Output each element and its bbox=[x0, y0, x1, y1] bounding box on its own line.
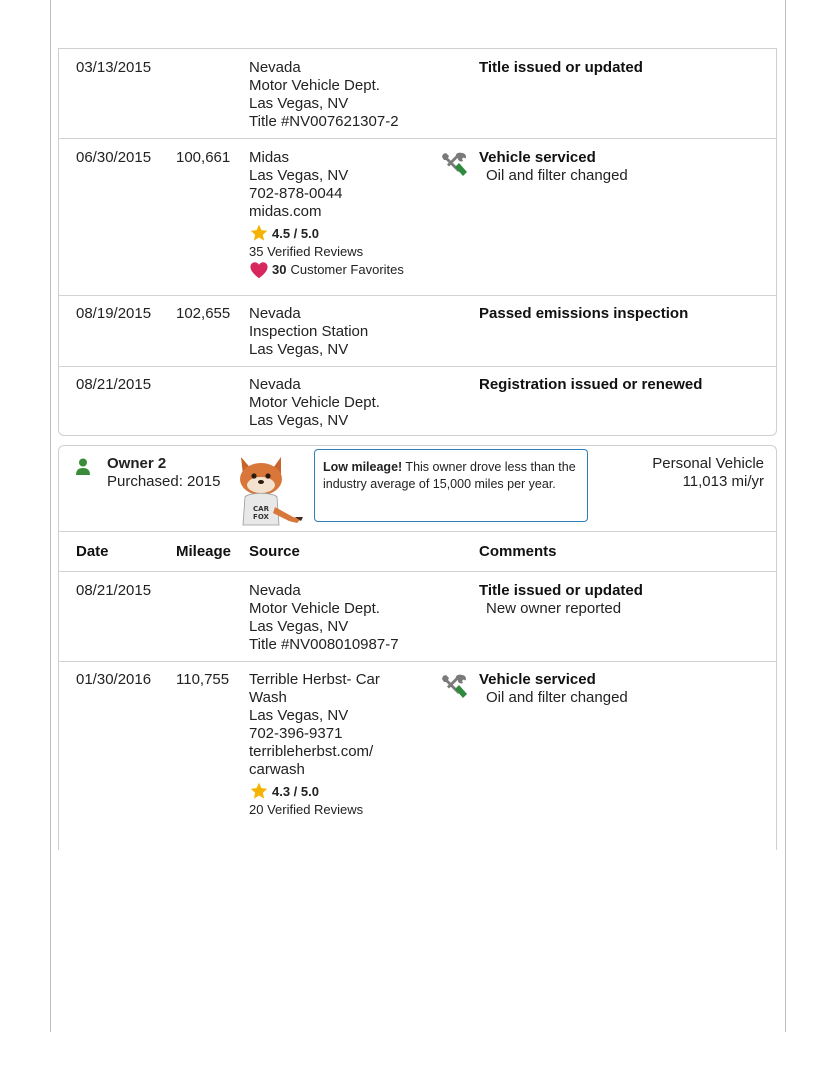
callout-text: This owner drove less than the industry average of 15,000 miles per year. bbox=[323, 460, 576, 491]
heart-icon bbox=[249, 261, 269, 279]
rating-value: 4.3 / 5.0 bbox=[272, 783, 319, 799]
svg-text:FOX: FOX bbox=[253, 513, 269, 521]
record-mileage: 102,655 bbox=[176, 305, 231, 322]
page-right-rule bbox=[785, 0, 786, 1032]
low-mileage-callout bbox=[314, 449, 588, 522]
mileage-per-year: 11,013 mi/yr bbox=[682, 473, 764, 490]
source-website-link[interactable]: terribleherbst.com/ bbox=[249, 743, 374, 760]
record-mileage: 110,755 bbox=[176, 671, 230, 688]
record-source: Nevada Motor Vehicle Dept. Las Vegas, NV Title #NV008010987-7 bbox=[249, 582, 399, 653]
verified-reviews-link[interactable]: 35 Verified Reviews bbox=[249, 244, 364, 259]
table-row bbox=[59, 573, 776, 661]
customer-favorites bbox=[249, 260, 431, 279]
rating-value: 4.5 / 5.0 bbox=[272, 225, 319, 241]
record-source: Nevada Inspection Station Las Vegas, NV bbox=[249, 305, 369, 358]
source-website-link[interactable]: carwash bbox=[249, 761, 305, 778]
table-row bbox=[59, 139, 776, 295]
callout-highlight: Low mileage! bbox=[323, 460, 403, 474]
record-comment: Title issued or updated bbox=[479, 59, 643, 76]
record-source: Nevada Motor Vehicle Dept. Las Vegas, NV bbox=[249, 376, 380, 429]
table-row bbox=[59, 296, 776, 366]
svg-text:CAR: CAR bbox=[253, 505, 269, 513]
record-comment: Passed emissions inspection bbox=[479, 305, 689, 322]
favorites-label: Customer Favorites bbox=[290, 262, 404, 277]
record-comment: Registration issued or renewed bbox=[479, 376, 703, 393]
column-header-comments: Comments bbox=[479, 543, 557, 560]
record-date: 03/13/2015 bbox=[76, 59, 152, 76]
wrench-screwdriver-icon bbox=[440, 673, 468, 699]
record-mileage: 100,661 bbox=[176, 149, 231, 166]
favorites-count: 30 bbox=[272, 262, 287, 277]
column-header-date: Date bbox=[76, 543, 109, 560]
record-date: 08/21/2015 bbox=[76, 376, 152, 393]
record-source: Terrible Herbst- Car Wash Las Vegas, NV 702-396-9371 terribleherbst.com/ carwash 4.3 / 5.0 20 Verified Reviews bbox=[249, 671, 431, 818]
person-icon bbox=[76, 458, 90, 476]
table-row bbox=[59, 367, 776, 437]
record-comment: Vehicle serviced Oil and filter changed bbox=[479, 671, 628, 706]
owner-purchased: Purchased: 2015 bbox=[107, 473, 221, 490]
record-date: 08/21/2015 bbox=[76, 582, 152, 599]
record-source: Nevada Motor Vehicle Dept. Las Vegas, NV Title #NV007621307-2 bbox=[249, 59, 399, 130]
source-website-link[interactable]: midas.com bbox=[249, 203, 322, 220]
record-date: 06/30/2015 bbox=[76, 149, 152, 166]
page-left-rule bbox=[50, 0, 51, 1032]
table-row bbox=[59, 662, 776, 851]
table-header bbox=[59, 531, 776, 572]
column-header-mileage: Mileage bbox=[176, 543, 232, 560]
star-icon bbox=[249, 781, 269, 801]
record-comment: Title issued or updated New owner reported bbox=[479, 582, 643, 617]
record-source: Midas Las Vegas, NV 702-878-0044 midas.com 4.5 / 5.0 35 Verified Reviews 30 Customer Favorites bbox=[249, 149, 431, 279]
owner-title: Owner 2 bbox=[107, 455, 167, 472]
record-date: 08/19/2015 bbox=[76, 305, 152, 322]
table-row bbox=[59, 49, 776, 139]
owner2-history-card bbox=[58, 445, 777, 850]
rating bbox=[249, 223, 431, 243]
star-icon bbox=[249, 223, 269, 243]
carfox-mascot-icon bbox=[231, 451, 307, 527]
wrench-screwdriver-icon bbox=[440, 151, 468, 177]
verified-reviews-link[interactable]: 20 Verified Reviews bbox=[249, 802, 364, 817]
rating bbox=[249, 781, 431, 801]
vehicle-type: Personal Vehicle bbox=[652, 455, 764, 472]
column-header-source: Source bbox=[249, 543, 300, 560]
record-date: 01/30/2016 bbox=[76, 671, 152, 688]
owner-header bbox=[59, 446, 776, 531]
owner1-history-card bbox=[58, 48, 777, 436]
record-comment: Vehicle serviced Oil and filter changed bbox=[479, 149, 628, 184]
owner-usage bbox=[652, 455, 764, 491]
